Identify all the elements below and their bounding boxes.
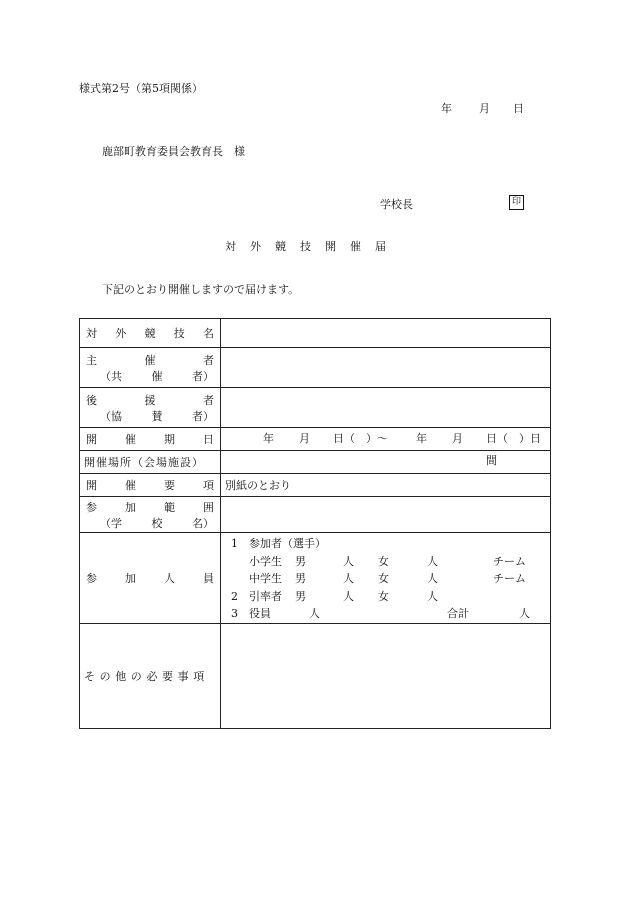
elementary-label: 小学生 <box>249 554 282 568</box>
form-number: 様式第2号（第5項関係） <box>79 82 203 95</box>
male-label: 男 <box>295 589 306 603</box>
label-char: 催 <box>151 369 163 383</box>
label-char: 校 <box>151 516 163 530</box>
label-venue-text: 開催場所（会場施設） <box>84 456 204 469</box>
label-supporter <box>80 388 221 428</box>
value-period[interactable] <box>221 428 551 467</box>
label-char: 後 <box>86 393 97 407</box>
unit-label: 人 <box>309 607 320 620</box>
participants-line-5 <box>225 605 546 623</box>
label-char: 催 <box>144 353 156 367</box>
label-char: 者 <box>203 353 214 367</box>
label-char: 参 <box>86 572 97 585</box>
period-day-2: 日（ ）日間 <box>486 432 541 467</box>
unit-label: 人 <box>519 607 530 620</box>
guidelines-text: 別紙のとおり <box>225 479 291 492</box>
unit-label: 人 <box>427 554 438 568</box>
label-char: 員 <box>203 572 214 585</box>
row-participants <box>80 533 551 624</box>
participants-line-3 <box>225 570 546 588</box>
value-competition-name[interactable] <box>221 319 551 348</box>
label-char: 者 <box>203 393 214 407</box>
label-char: 者） <box>192 369 214 383</box>
label-char: 対 <box>86 327 97 340</box>
row-supporter <box>80 388 551 428</box>
label-char: 囲 <box>203 500 214 514</box>
female-label: 女 <box>378 572 389 585</box>
value-guidelines[interactable] <box>221 474 551 497</box>
date-month: 月 <box>479 102 490 115</box>
label-char: （協 <box>100 409 122 423</box>
item-number: 1 <box>231 537 238 550</box>
unit-label: 人 <box>343 554 354 568</box>
team-label: チーム <box>493 554 526 568</box>
label-char: 参 <box>86 500 97 514</box>
row-venue <box>80 451 551 474</box>
label-char: 外 <box>115 327 127 340</box>
seal-mark: 印 <box>509 195 524 210</box>
label-char: 人 <box>164 572 175 585</box>
item-number: 2 <box>231 589 238 603</box>
participants-line-4 <box>225 588 546 606</box>
label-char: （学 <box>100 516 122 530</box>
label-char: 主 <box>86 353 97 367</box>
chaperone-label: 引率者 <box>249 589 282 603</box>
period-year-1: 年 <box>263 432 274 445</box>
team-label: チーム <box>493 572 526 585</box>
unit-label: 人 <box>343 589 354 603</box>
value-participants-scope[interactable] <box>221 497 551 533</box>
label-char: （共 <box>100 369 122 383</box>
date-year: 年 <box>441 102 452 115</box>
unit-label: 人 <box>427 589 438 603</box>
label-char: 日 <box>203 433 214 446</box>
label-char: 開 <box>86 433 97 446</box>
principal-label: 学校長 <box>380 198 413 211</box>
label-char: 加 <box>125 500 136 514</box>
female-label: 女 <box>378 554 389 568</box>
participants-line-2 <box>225 553 546 571</box>
application-form-table <box>79 318 551 729</box>
row-period <box>80 428 551 451</box>
participants-heading: 参加者（選手） <box>249 537 326 550</box>
female-label: 女 <box>378 589 389 603</box>
row-competition-name <box>80 319 551 348</box>
period-month-1: 月 <box>299 432 310 445</box>
period-year-2: 年 <box>416 432 427 445</box>
label-other <box>80 624 221 729</box>
value-participants <box>221 533 551 624</box>
date-day: 日 <box>513 102 524 115</box>
label-char: 加 <box>125 572 136 585</box>
row-other <box>80 624 551 729</box>
label-char: 項 <box>203 479 214 492</box>
total-label: 合計 <box>447 607 469 620</box>
label-char: 者） <box>192 409 214 423</box>
label-guidelines <box>80 474 221 497</box>
participants-line-1 <box>225 535 546 553</box>
label-char: 技 <box>173 327 185 340</box>
row-organizer <box>80 348 551 388</box>
period-month-2: 月 <box>452 432 463 445</box>
row-guidelines <box>80 474 551 497</box>
male-label: 男 <box>295 572 306 585</box>
officials-label: 役員 <box>249 607 271 620</box>
unit-label: 人 <box>427 572 438 585</box>
label-period <box>80 428 221 451</box>
label-char: 賛 <box>151 409 163 423</box>
value-other[interactable] <box>221 624 551 729</box>
label-char: 催 <box>125 479 136 492</box>
label-competition-name <box>80 319 221 348</box>
period-day-1: 日（ ）〜 <box>333 432 388 445</box>
row-participants-scope <box>80 497 551 533</box>
label-participants-scope <box>80 497 221 533</box>
label-char: 名） <box>192 516 214 530</box>
value-supporter[interactable] <box>221 388 551 428</box>
label-char: 名 <box>203 327 214 340</box>
label-char: 競 <box>144 327 156 340</box>
label-other-text: その他の必要事項 <box>84 670 209 683</box>
unit-label: 人 <box>343 572 354 585</box>
junior-high-label: 中学生 <box>249 572 282 585</box>
item-number: 3 <box>231 607 238 620</box>
label-char: 要 <box>164 479 175 492</box>
label-char: 開 <box>86 479 97 492</box>
label-char: 援 <box>144 393 156 407</box>
addressee: 鹿部町教育委員会教育長 様 <box>102 145 245 158</box>
label-venue <box>80 451 221 474</box>
intro-text: 下記のとおり開催しますので届けます。 <box>102 283 300 296</box>
label-organizer <box>80 348 221 388</box>
label-char: 範 <box>164 500 175 514</box>
label-char: 催 <box>125 433 136 446</box>
document-title: 対外競技開催届 <box>225 240 400 253</box>
label-participants <box>80 533 221 624</box>
label-char: 期 <box>164 433 175 446</box>
value-organizer[interactable] <box>221 348 551 388</box>
male-label: 男 <box>295 554 306 568</box>
